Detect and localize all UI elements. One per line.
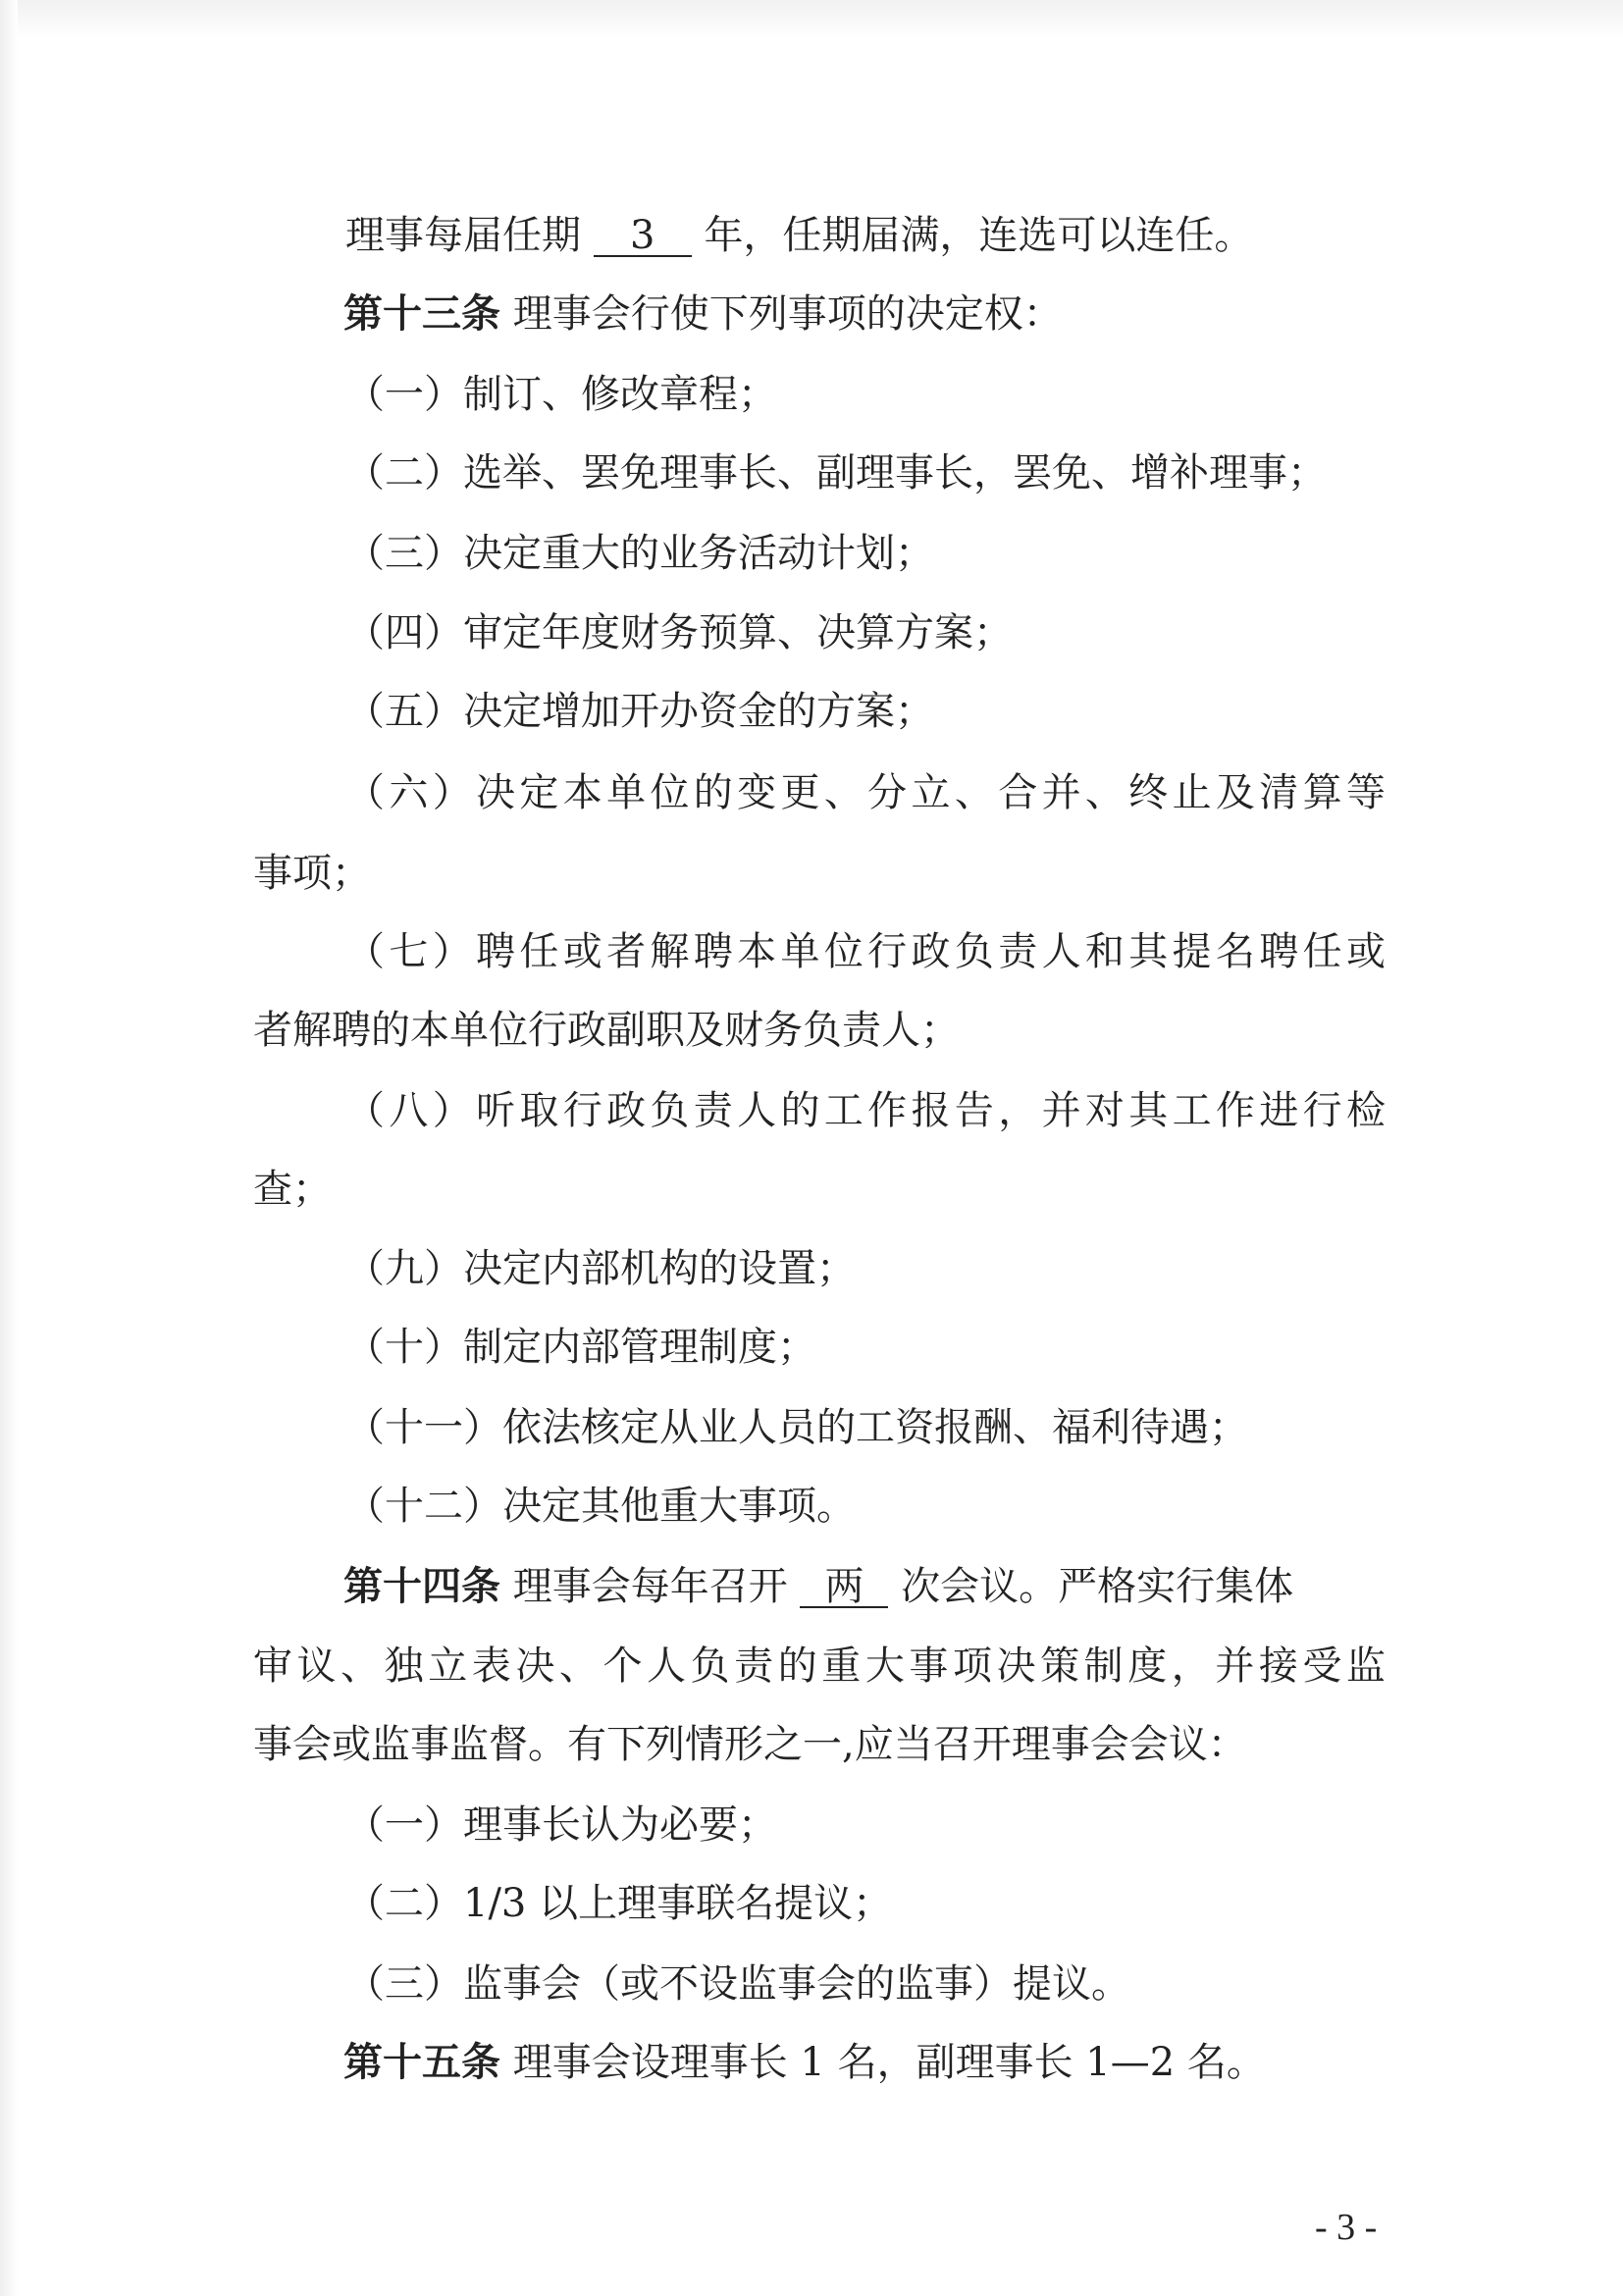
list-item: （二）选举、罢免理事长、副理事长，罢免、增补理事； xyxy=(345,450,1327,496)
article-text: 理事会行使下列事项的决定权： xyxy=(512,291,1063,337)
list-item: （十）制定内部管理制度； xyxy=(345,1325,816,1370)
article-15-heading xyxy=(343,2039,1266,2085)
list-item: （十一）依法核定从业人员的工资报酬、福利待遇； xyxy=(345,1405,1248,1450)
article-number: 第十五条 xyxy=(343,2039,500,2085)
text: 理事每届任期 xyxy=(345,213,581,258)
paragraph-term-of-office xyxy=(345,213,1254,258)
paragraph-line: 事会或监事监督。有下列情形之一,应当召开理事会会议： xyxy=(253,1722,1247,1767)
list-item: （一）制订、修改章程； xyxy=(345,372,777,417)
list-item: （三）监事会（或不设监事会的监事）提议。 xyxy=(345,1961,1130,2007)
list-item: （一）理事长认为必要； xyxy=(345,1802,777,1848)
list-item: （二）1/3 以上理事联名提议； xyxy=(345,1881,893,1926)
term-years-blank: 3 xyxy=(594,216,692,257)
article-number: 第十四条 xyxy=(343,1563,500,1609)
paragraph-line: 审议、独立表决、个人负责的重大事项决策制度，并接受监 xyxy=(253,1644,1386,1689)
text: 年，任期届满，连选可以连任。 xyxy=(704,213,1254,258)
article-text: 理事会设理事长 1 名，副理事长 1—2 名。 xyxy=(512,2040,1266,2085)
list-item-continuation: 事项； xyxy=(253,851,371,896)
list-item: （十二）决定其他重大事项。 xyxy=(345,1484,856,1529)
list-item: （三）决定重大的业务活动计划； xyxy=(345,531,934,576)
meeting-count-blank: 两 xyxy=(800,1567,888,1608)
article-text: 理事会每年召开 xyxy=(512,1564,788,1609)
list-item: （四）审定年度财务预算、决算方案； xyxy=(345,610,1013,655)
article-14-heading xyxy=(343,1563,1294,1609)
list-item: （七）聘任或者解聘本单位行政负责人和其提名聘任或 xyxy=(345,929,1386,974)
list-item: （六）决定本单位的变更、分立、合并、终止及清算等 xyxy=(345,770,1386,815)
scan-shadow-left xyxy=(0,0,18,2296)
list-item: （九）决定内部机构的设置； xyxy=(345,1246,856,1291)
list-item-continuation: 者解聘的本单位行政副职及财务负责人； xyxy=(253,1008,960,1053)
list-item: （五）决定增加开办资金的方案； xyxy=(345,689,934,734)
list-item: （八）听取行政负责人的工作报告，并对其工作进行检 xyxy=(345,1088,1386,1133)
scan-shadow-top xyxy=(0,0,1623,39)
page-number: - 3 - xyxy=(1315,2207,1378,2248)
article-13-heading xyxy=(343,290,1063,337)
article-number: 第十三条 xyxy=(343,290,500,337)
article-text: 次会议。严格实行集体 xyxy=(901,1564,1294,1609)
list-item-continuation: 查； xyxy=(253,1167,332,1212)
